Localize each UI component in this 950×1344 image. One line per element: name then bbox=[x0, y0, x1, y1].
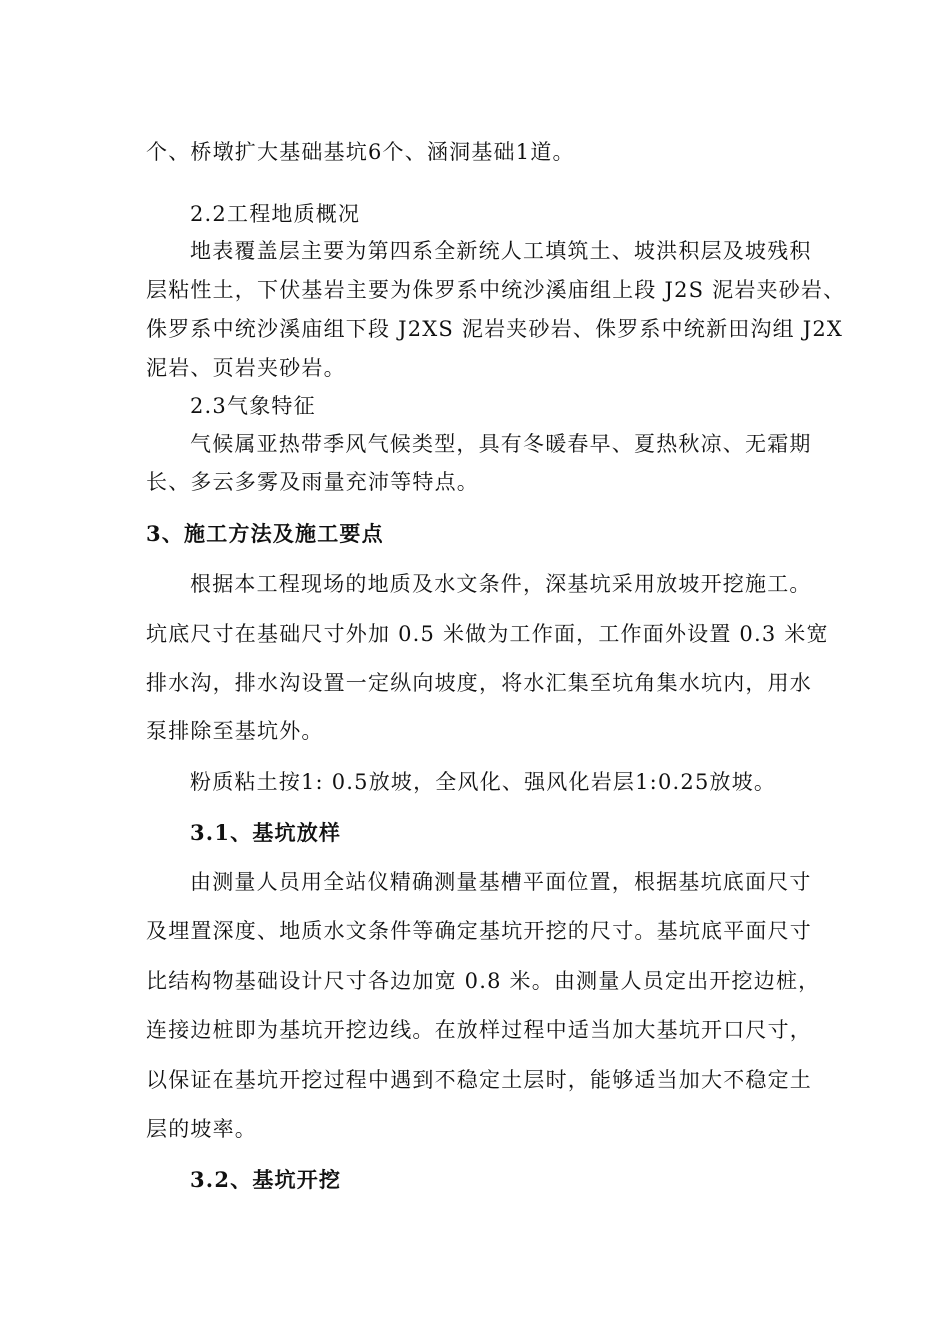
section-heading-2-3: 2.3气象特征 bbox=[190, 394, 316, 418]
text-line: 泵排除至基坑外。 bbox=[146, 719, 324, 743]
text-line: 地表覆盖层主要为第四系全新统人工填筑土、坡洪积层及坡残积 bbox=[190, 239, 812, 263]
text-line: 由测量人员用全站仪精确测量基槽平面位置，根据基坑底面尺寸 bbox=[190, 870, 812, 894]
text-line: 个、桥墩扩大基础基坑6个、涵洞基础1道。 bbox=[146, 140, 575, 164]
text-line: 比结构物基础设计尺寸各边加宽 0.8 米。由测量人员定出开挖边桩， bbox=[146, 969, 821, 993]
text-line: 及埋置深度、地质水文条件等确定基坑开挖的尺寸。基坑底平面尺寸 bbox=[146, 919, 812, 943]
section-heading-3: 3、施工方法及施工要点 bbox=[146, 521, 384, 546]
text-line: 以保证在基坑开挖过程中遇到不稳定土层时，能够适当加大不稳定土 bbox=[146, 1068, 812, 1092]
section-heading-2-2: 2.2工程地质概况 bbox=[190, 202, 361, 226]
text-line: 层粘性土，下伏基岩主要为侏罗系中统沙溪庙组上段 J2S 泥岩夹砂岩、 bbox=[146, 278, 846, 302]
text-line: 粉质粘土按1: 0.5放坡，全风化、强风化岩层1:0.25放坡。 bbox=[190, 770, 777, 794]
section-heading-3-2: 3.2、基坑开挖 bbox=[190, 1167, 342, 1192]
text-line: 连接边桩即为基坑开挖边线。在放样过程中适当加大基坑开口尺寸， bbox=[146, 1018, 812, 1042]
text-line: 根据本工程现场的地质及水文条件，深基坑采用放坡开挖施工。 bbox=[190, 572, 812, 596]
text-line: 泥岩、页岩夹砂岩。 bbox=[146, 356, 346, 380]
text-line: 气候属亚热带季风气候类型，具有冬暖春早、夏热秋凉、无霜期 bbox=[190, 432, 812, 456]
text-line: 长、多云多雾及雨量充沛等特点。 bbox=[146, 470, 479, 494]
text-line: 坑底尺寸在基础尺寸外加 0.5 米做为工作面，工作面外设置 0.3 米宽 bbox=[146, 622, 829, 646]
text-line: 侏罗系中统沙溪庙组下段 J2XS 泥岩夹砂岩、侏罗系中统新田沟组 J2X bbox=[146, 317, 844, 341]
section-heading-3-1: 3.1、基坑放样 bbox=[190, 820, 342, 845]
text-line: 层的坡率。 bbox=[146, 1117, 257, 1141]
text-line: 排水沟，排水沟设置一定纵向坡度，将水汇集至坑角集水坑内，用水 bbox=[146, 671, 812, 695]
